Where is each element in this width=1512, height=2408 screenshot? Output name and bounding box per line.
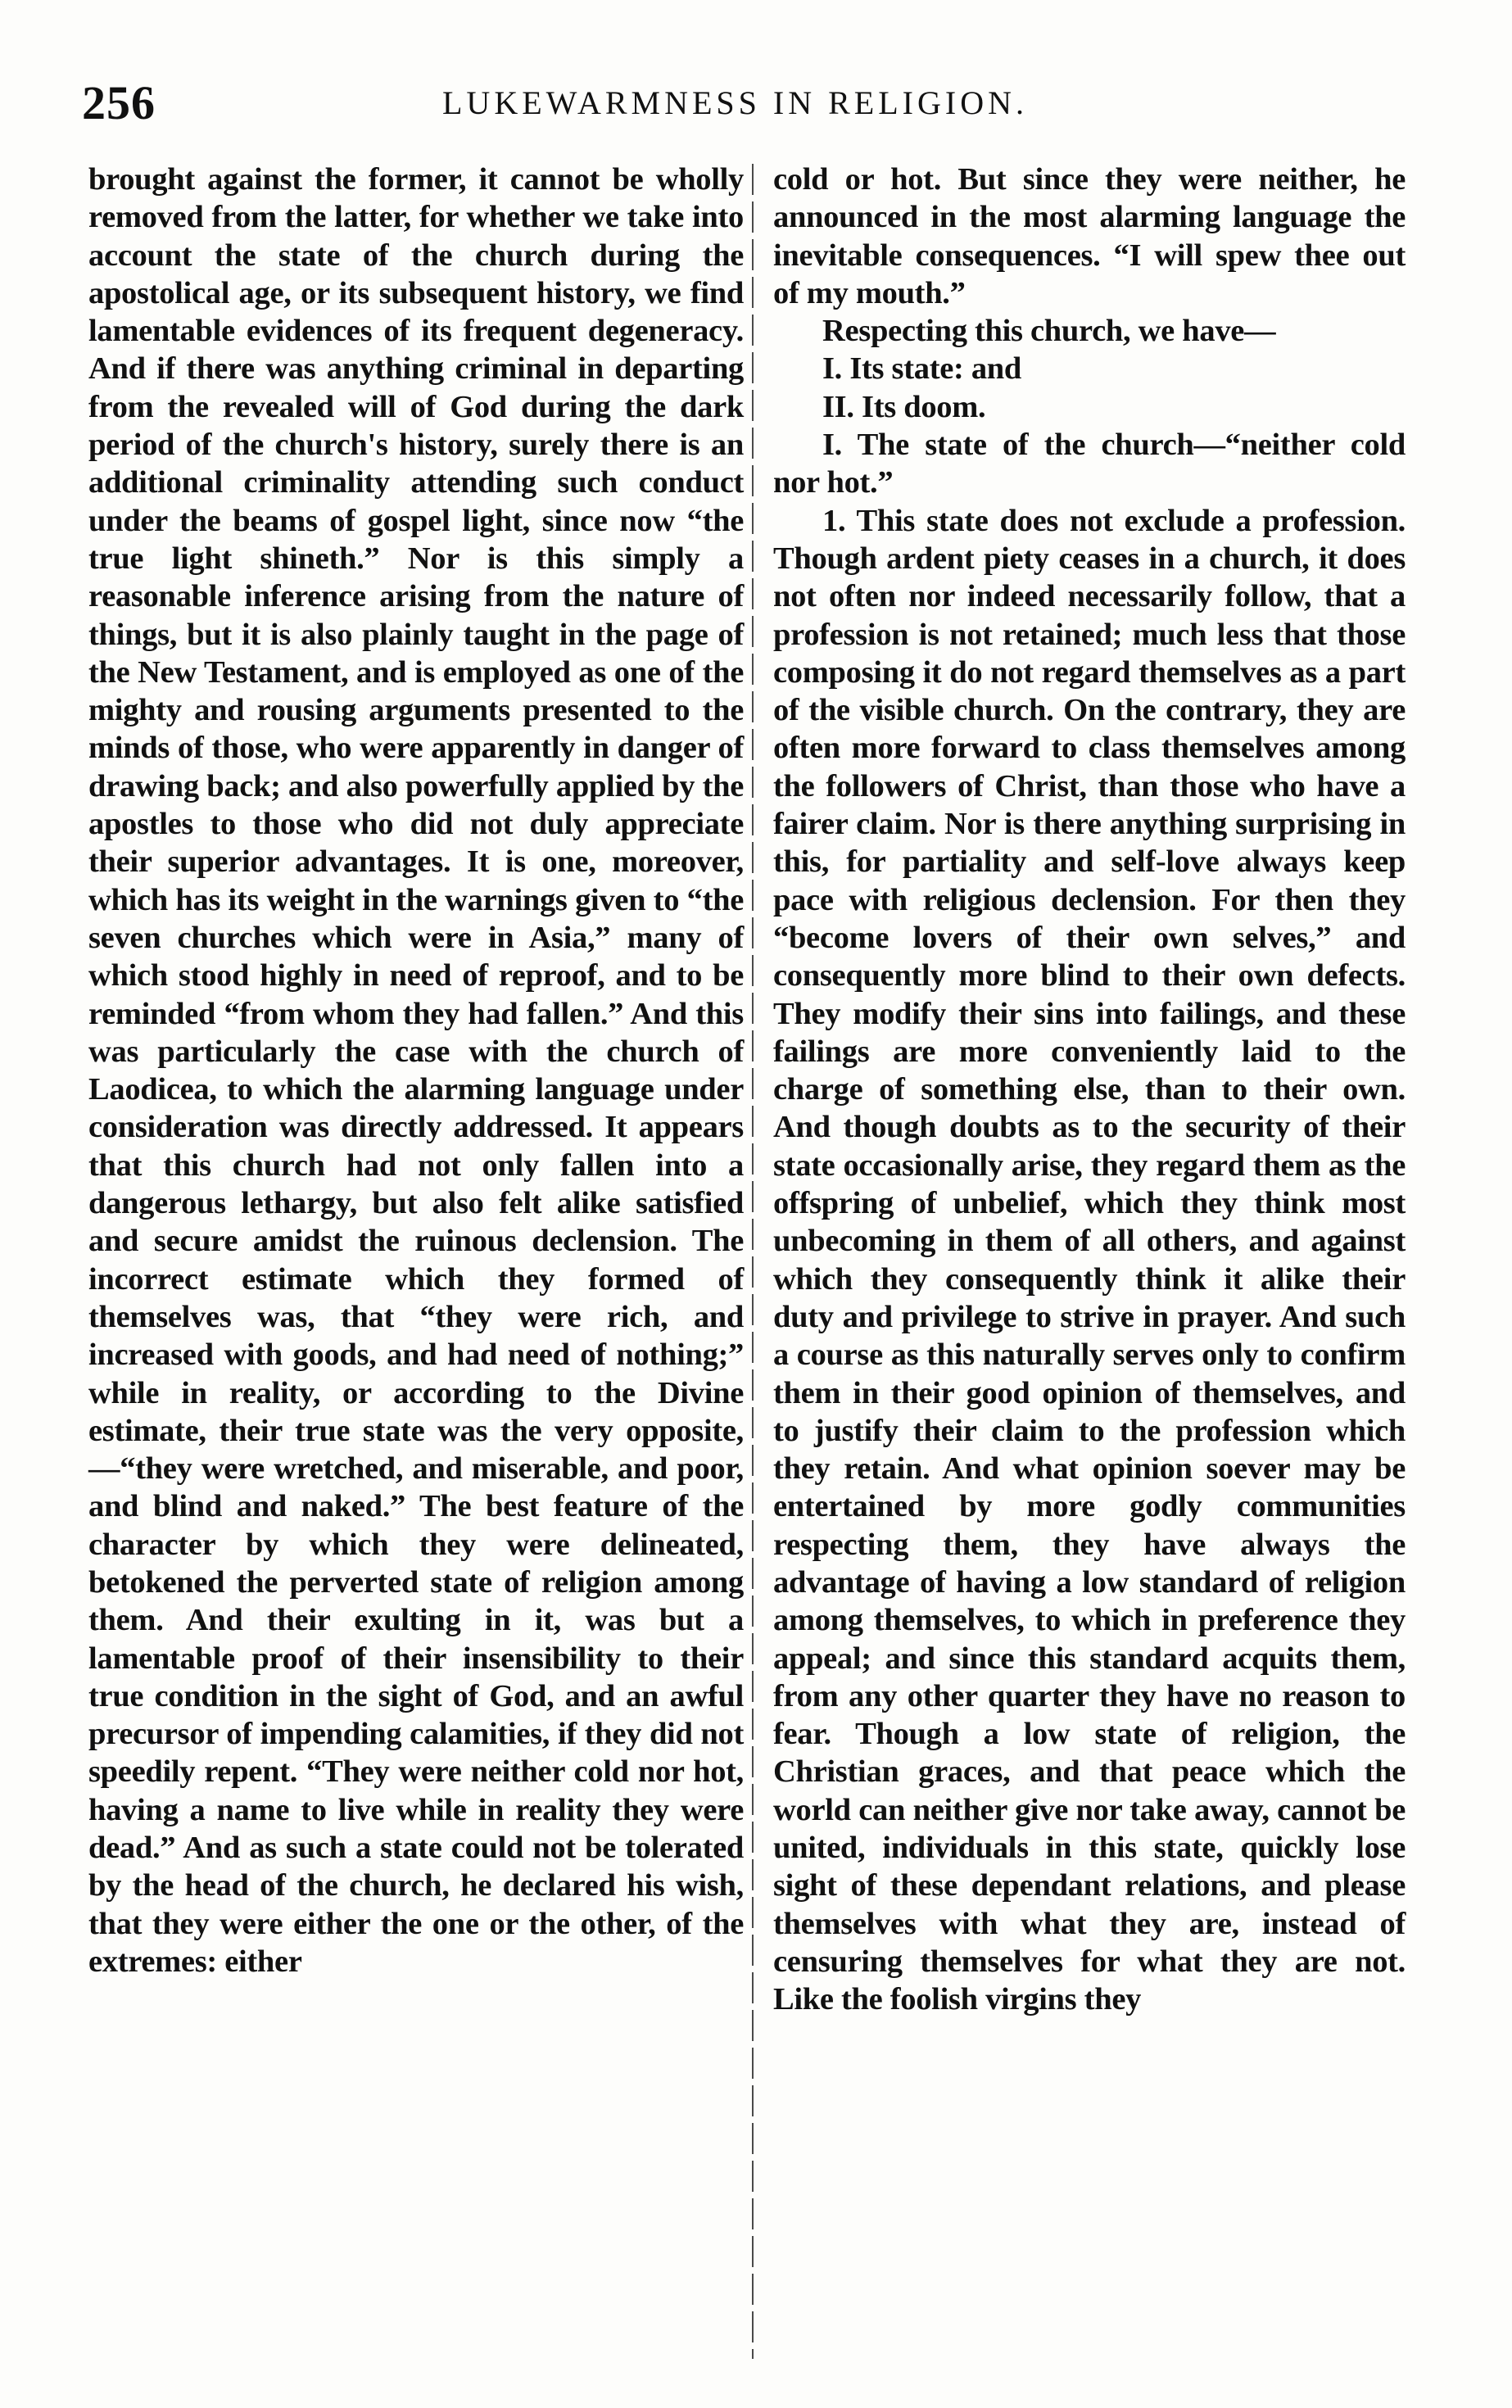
page-number: 256: [82, 76, 156, 129]
left-column-text: brought against the former, it cannot be wholly removed from the latter, for whether we take into account the state of the church during the apostolical age, or its subsequent history, we find lamentable evidences of its frequent degeneracy. And if there was anything criminal in departing from the revealed will of God during the dark period of the church's history, surely there is an additional criminality attending such conduct under the beams of gospel light, since now “the true light shineth.” Nor is this simply a reasonable inference arising from the nature of things, but it is also plainly taught in the page of the New Testament, and is employed as one of the mighty and rousing arguments presented to the minds of those, who were apparently in danger of drawing back; and also powerfully applied by the apostles to those who did not duly appreciate their superior advantages. It is one, moreover, which has its weight in the warnings given to “the seven churches which were in Asia,” many of which stood highly in need of reproof, and to be reminded “from whom they had fallen.” And this was particularly the case with the church of Laodicea, to which the alarming language under consideration was directly addressed. It appears that this church had not only fallen into a dangerous lethargy, but also felt alike satisfied and secure amidst the ruinous declension. The incorrect estimate which they formed of themselves was, that “they were rich, and increased with goods, and had need of nothing;” while in reality, or according to the Divine estimate, their true state was the very opposite,—“they were wretched, and miserable, and poor, and blind and naked.” The best feature of the character by which they were delineated, betokened the perverted state of religion among them. And their exulting in it, was but a lamentable proof of their insensibility to their true condition in the sight of God, and an awful precursor of impending calamities, if they did not speedily repent. “They were neither cold nor hot, having a name to live while in reality they were dead.” And as such a state could not be tolerated by the head of the church, he declared his wish, that they were either the one or the other, of the extremes: either: [88, 162, 744, 1979]
right-paragraph-3: I. Its state: and: [822, 351, 1022, 387]
page-header: [82, 75, 1392, 133]
right-paragraph-4: II. Its doom.: [822, 389, 986, 424]
running-title: LUKEWARMNESS IN RELIGION.: [442, 84, 1028, 121]
right-paragraph-1: cold or hot. But since they were neither, he announced in the most alarming language the inevitable consequences. “I will spew thee out of my mouth.”: [773, 162, 1406, 310]
right-paragraph-6: 1. This state does not exclude a profession. Though ardent piety ceases in a church, it does not often nor indeed necessarily follow, that a profession is not retained; much less that those composing it do not regard themselves as a part of the visible church. On the contrary, they are often more forward to class themselves among the followers of Christ, than those who have a fairer claim. Nor is there anything surprising in this, for partiality and self-love always keep pace with religious declension. For then they “become lovers of their own selves,” and consequently more blind to their own defects. They modify their sins into failings, and these failings are more conveniently laid to the charge of something else, than to their own. And though doubts as to the security of their state occasionally arise, they regard them as the offspring of unbelief, which they think most unbecoming in them of all others, and against which they consequently think it alike their duty and privilege to strive in prayer. And such a course as this naturally serves only to confirm them in their good opinion of themselves, and to justify their claim to the profession which they retain. And what opinion soever may be entertained by more godly communities respecting them, they have always the advantage of having a low standard of religion among themselves, to which in preference they appeal; and since this standard acquits them, from any other quarter they have no reason to fear. Though a low state of religion, the Christian graces, and that peace which the world can neither give nor take away, cannot be united, individuals in this state, quickly lose sight of these dependant relations, and please themselves with what they are, instead of censuring themselves for what they are not. Like the foolish virgins they: [773, 503, 1406, 2017]
left-column: [88, 161, 744, 1980]
right-paragraph-2: Respecting this church, we have—: [822, 314, 1276, 349]
right-paragraph-5: I. The state of the church—“neither cold nor hot.”: [773, 428, 1406, 500]
right-column: [773, 161, 1406, 2019]
column-divider: [752, 164, 754, 2359]
